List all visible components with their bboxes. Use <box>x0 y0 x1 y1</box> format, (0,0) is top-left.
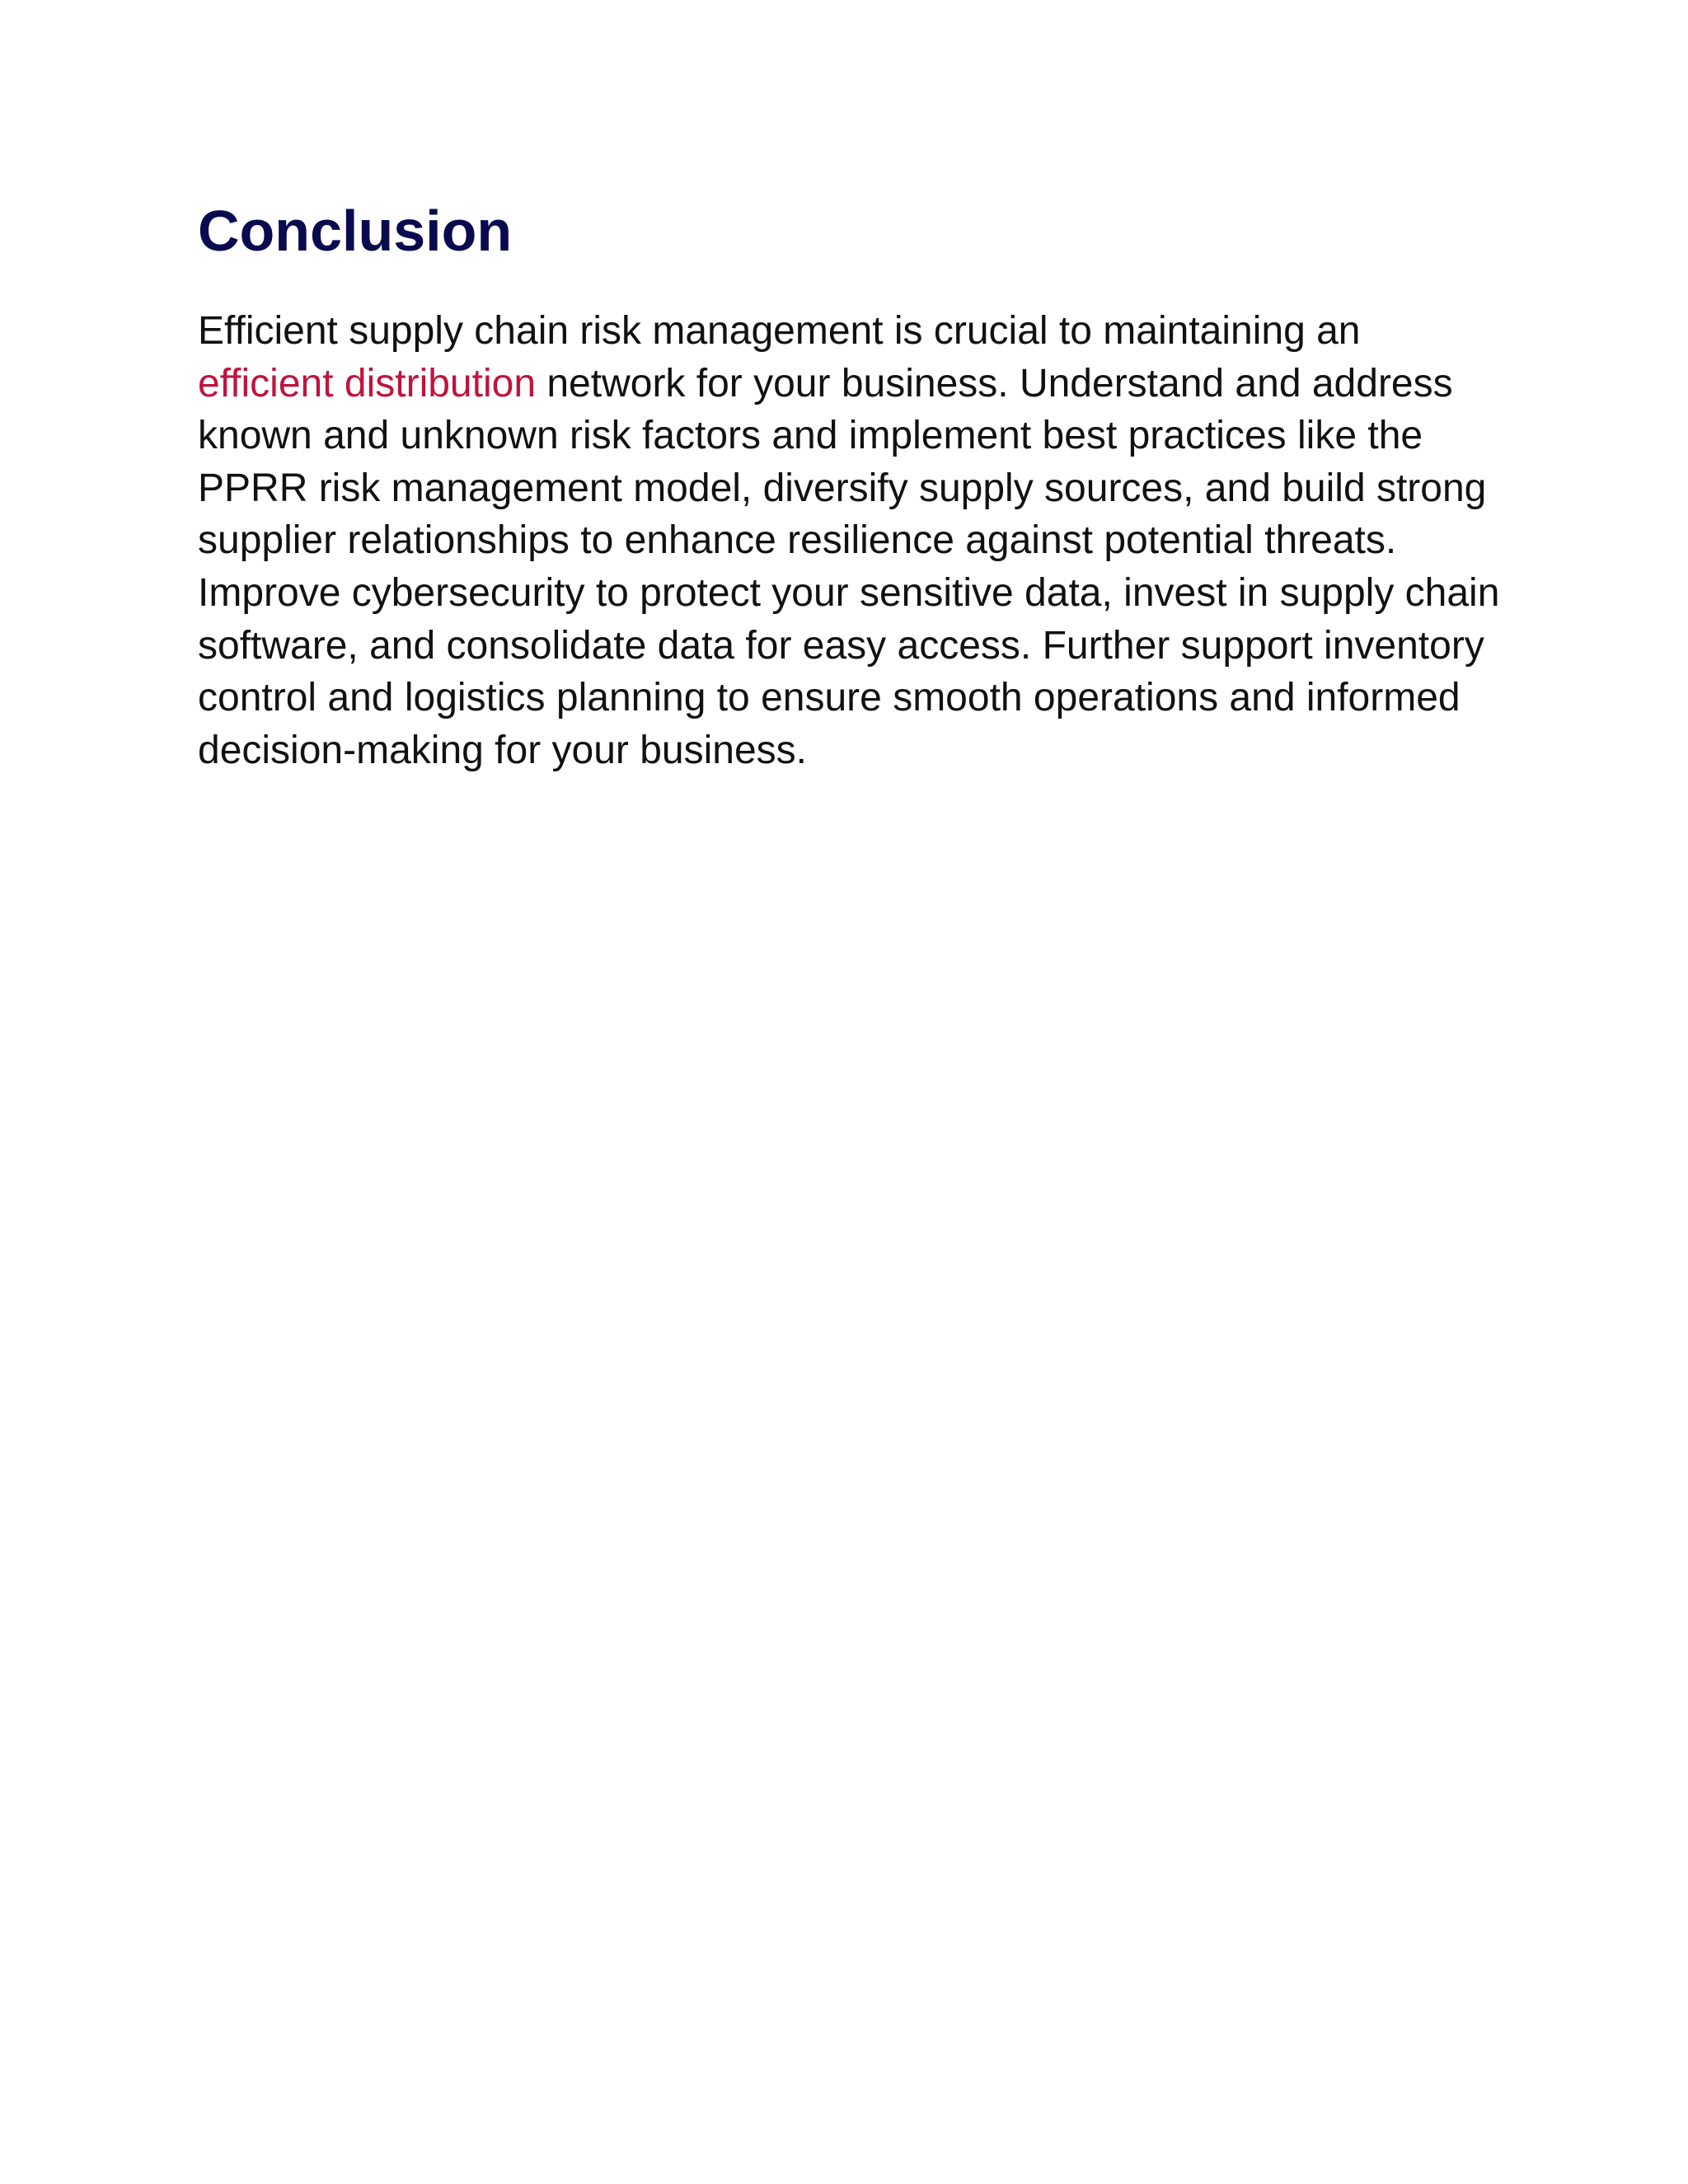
document-page <box>198 194 1500 776</box>
section-heading: Conclusion <box>198 199 513 263</box>
efficient-distribution-link[interactable]: efficient distribution <box>198 361 537 405</box>
conclusion-paragraph <box>198 305 1500 776</box>
paragraph-text-start: Efficient supply chain risk management is crucial to maintaining an <box>198 309 1361 353</box>
paragraph-text-end: network for your business. Understand and address known and unknown risk factors and implement best practices like the PPRR risk management model, diversify supply sources, and build strong supplier relationships to enhance resilience against potential threats. Improve cybersecurity to protect your sensitive data, invest in supply chain software, and consolidate data for easy access. Further support inventory control and logistics planning to ensure smooth operations and informed decision-making for your business. <box>198 361 1500 772</box>
